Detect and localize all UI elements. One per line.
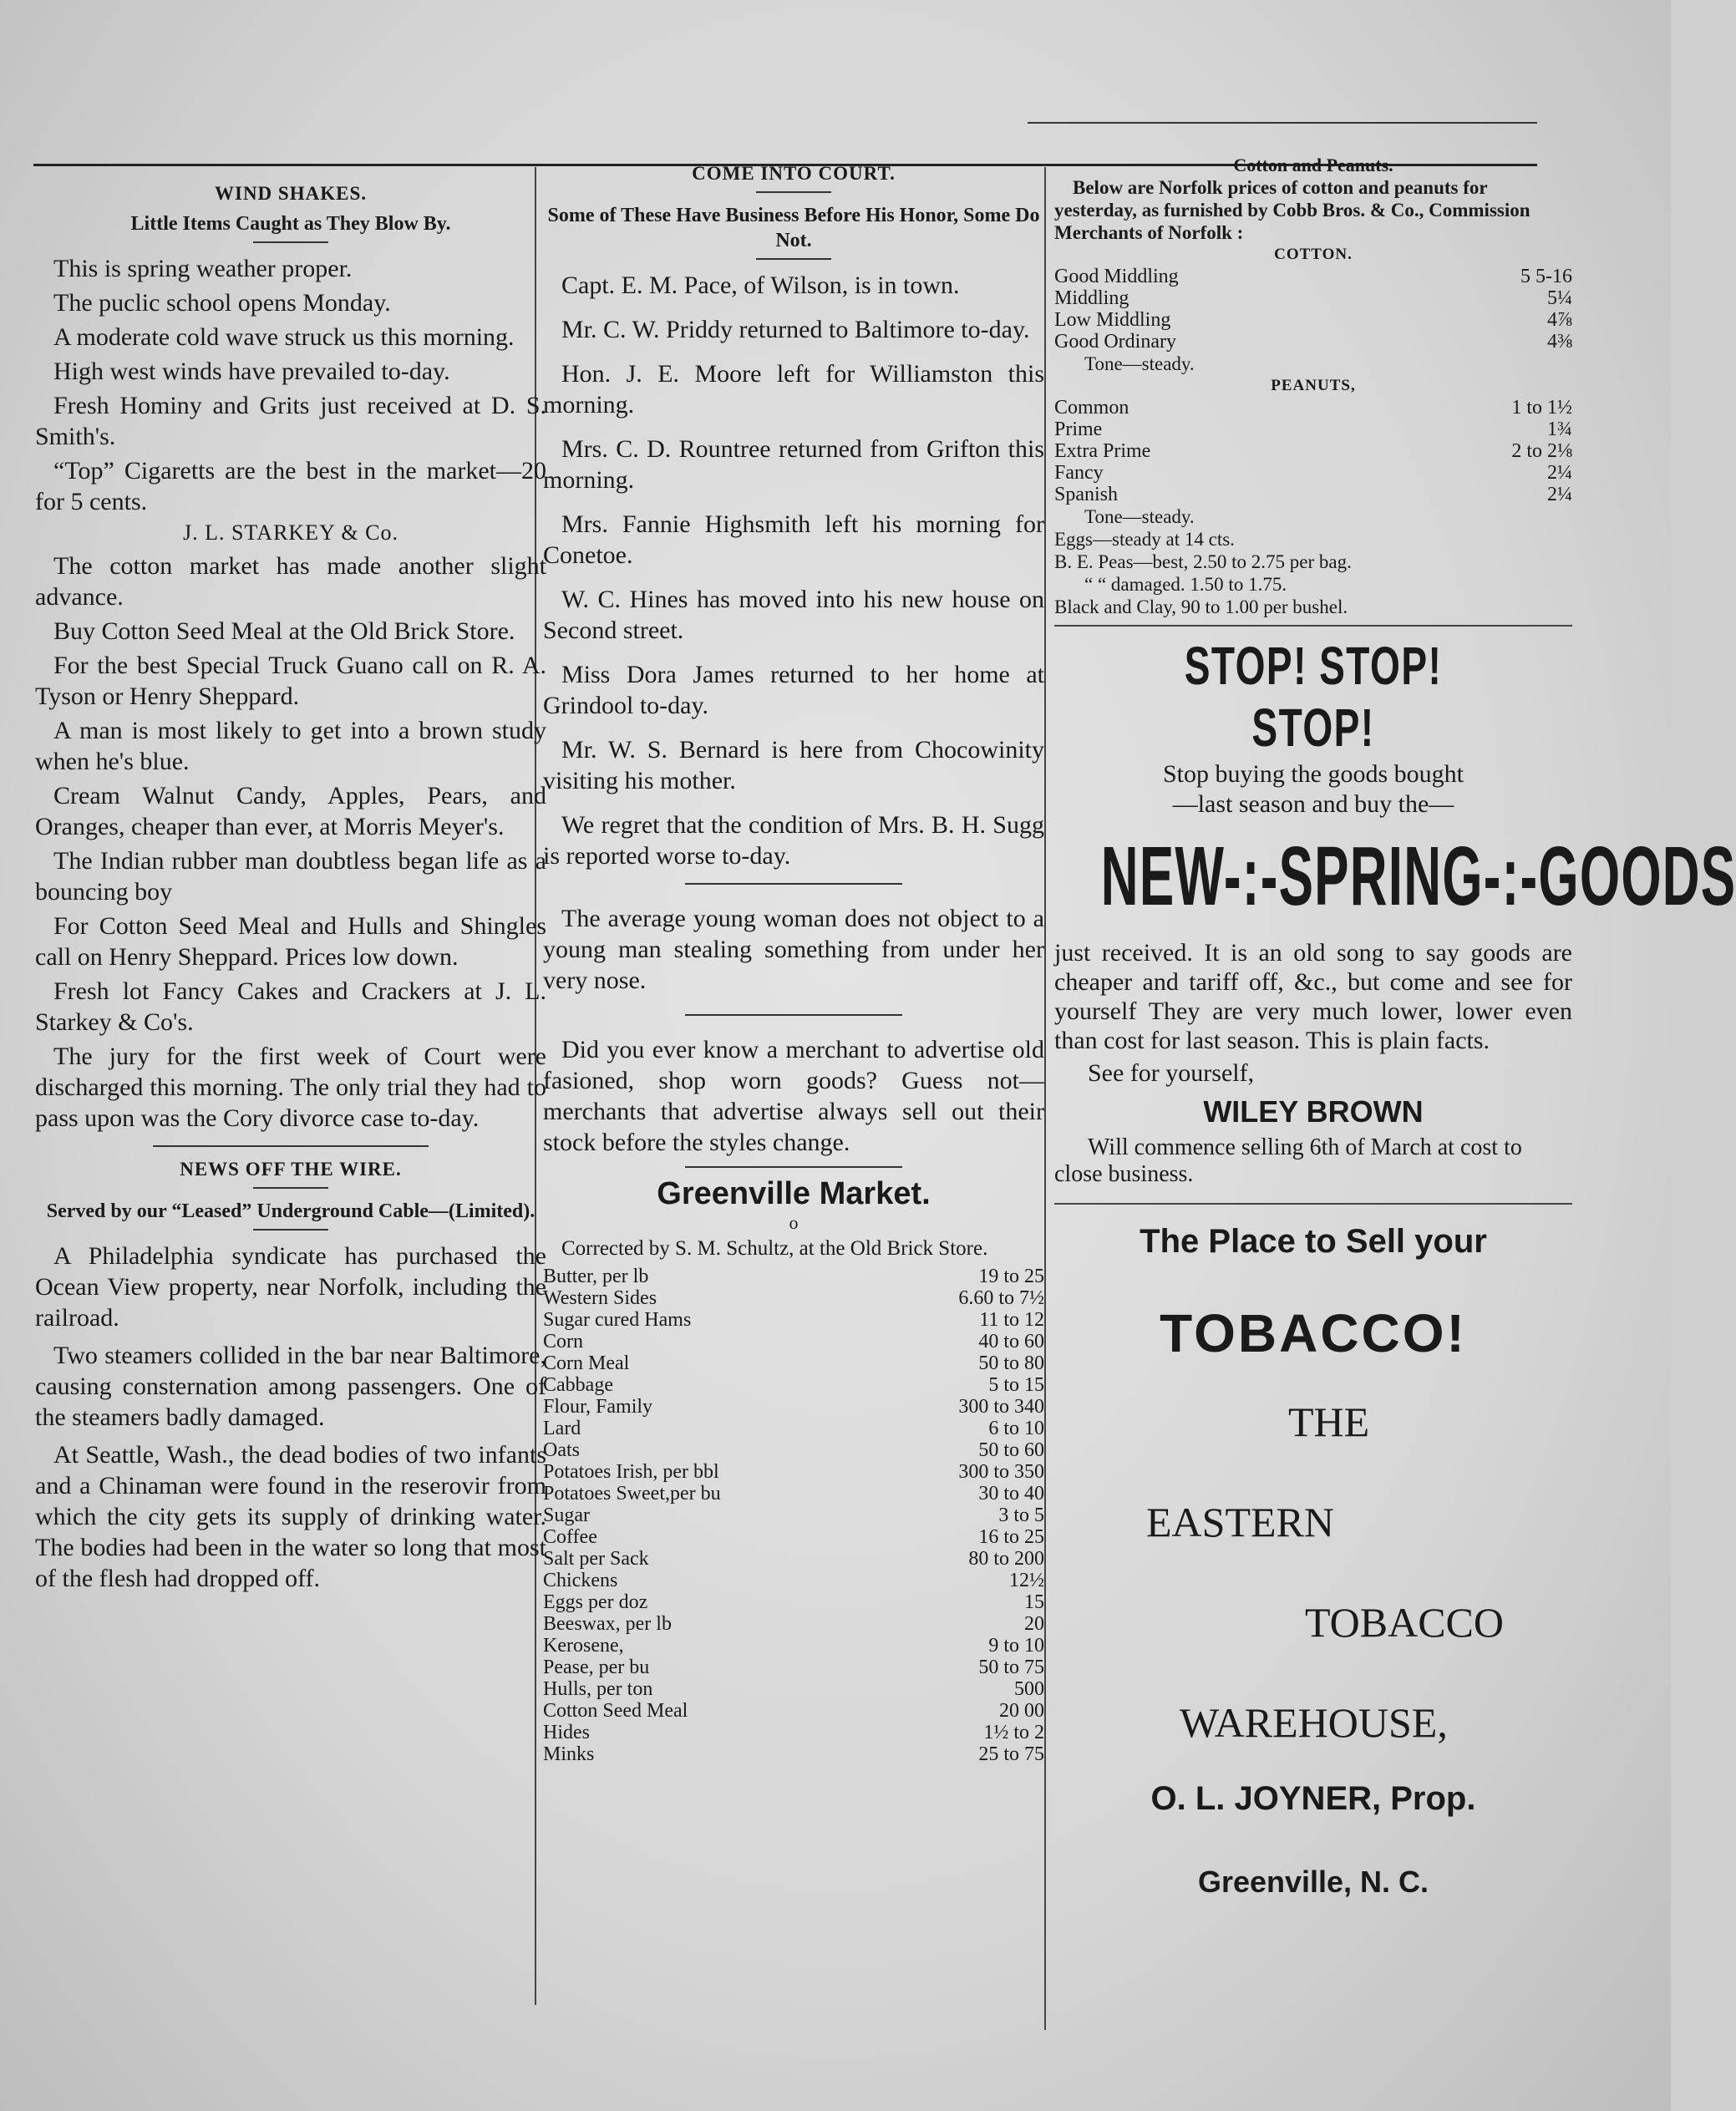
cotton-row (1054, 331, 1572, 353)
peas-best-price: B. E. Peas—best, 2.50 to 2.75 per bag. (1054, 551, 1352, 572)
peanuts-tone: Tone—steady. (1084, 506, 1195, 527)
peanut-row-price: 1¾ (1547, 419, 1572, 440)
market-row (543, 1483, 1044, 1505)
market-row (543, 1309, 1044, 1331)
market-row (543, 1722, 1044, 1743)
section-rule (1054, 625, 1572, 627)
market-row-label: Beeswax, per lb (543, 1613, 672, 1635)
wind-shakes-subheading: Little Items Caught as They Blow By. (130, 213, 451, 235)
market-row (543, 1396, 1044, 1418)
news-item: The jury for the first week of Court were discharged this morning. The only trial they had to pass upon was the Cory divorce case to-day. (35, 1043, 546, 1132)
cotton-row (1054, 309, 1572, 331)
news-item: For Cotton Seed Meal and Hulls and Shingles call on Henry Sheppard. Prices low down. (35, 912, 546, 971)
news-wire-subheading: Served by our “Leased” Underground Cable—(Limited). (46, 1200, 536, 1222)
section-rule (153, 1145, 429, 1147)
news-item: For the best Special Truck Guano call on R. A. Tyson or Henry Sheppard. (35, 652, 546, 710)
market-row-price: 6 to 10 (988, 1418, 1044, 1439)
market-ornament: o (789, 1212, 799, 1233)
market-row-label: Corn Meal (543, 1352, 630, 1374)
stop-line-1: Stop buying the goods bought (1162, 760, 1464, 788)
peanut-row-price: 2¼ (1547, 462, 1572, 484)
market-row (543, 1743, 1044, 1765)
peanut-price-table (1054, 397, 1572, 505)
market-row-price: 300 to 340 (958, 1396, 1044, 1418)
market-title: Greenville Market. (657, 1176, 931, 1211)
wiley-brown-name: WILEY BROWN (1203, 1094, 1424, 1129)
news-item: A man is most likely to get into a brown study when he's blue. (35, 717, 546, 775)
market-row (543, 1439, 1044, 1461)
market-row (543, 1613, 1044, 1635)
new-spring-goods-headline: NEW-:-SPRING-:-GOODS (1100, 830, 1736, 923)
court-item: Mrs. C. D. Rountree returned from Grifton this morning. (543, 435, 1044, 494)
court-item: W. C. Hines has moved into his new house on Second street. (543, 586, 1044, 644)
column-come-into-court (543, 163, 1044, 1765)
top-rule-short (1028, 122, 1537, 124)
court-item: Hon. J. E. Moore left for Williamston this morning. (543, 360, 1044, 419)
cotton-peanuts-intro: Below are Norfolk prices of cotton and peanuts for yesterday, as furnished by Cobb Bros. & Co., Commission Merchants of Norfolk : (1054, 177, 1530, 243)
market-row-label: Potatoes Irish, per bbl (543, 1461, 719, 1483)
peanut-row (1054, 397, 1572, 419)
market-row-price: 5 to 15 (988, 1374, 1044, 1396)
wire-item: A Philadelphia syndicate has purchased the Ocean View property, near Norfolk, including the railroad. (35, 1242, 546, 1332)
news-item: Buy Cotton Seed Meal at the Old Brick Store. (53, 617, 515, 645)
market-row-label: Cabbage (543, 1374, 613, 1396)
market-row-label: Potatoes Sweet,per bu (543, 1483, 721, 1505)
cotton-tone: Tone—steady. (1084, 353, 1195, 374)
market-row (543, 1657, 1044, 1678)
young-woman-paragraph: The average young woman does not object to a young man stealing something from under her very nose. (543, 905, 1044, 994)
market-row-price: 6.60 to 7½ (958, 1287, 1044, 1309)
market-row-label: Sugar (543, 1505, 590, 1526)
market-row-price: 50 to 80 (978, 1352, 1044, 1374)
market-row (543, 1287, 1044, 1309)
section-rule (1054, 1203, 1572, 1205)
court-item: We regret that the condition of Mrs. B. H. Sugg is reported worse to-day. (543, 811, 1044, 870)
market-row-label: Sugar cured Hams (543, 1309, 692, 1331)
market-row-label: Corn (543, 1331, 583, 1352)
short-rule (756, 258, 831, 260)
peanut-row (1054, 419, 1572, 440)
market-row (543, 1591, 1044, 1613)
see-for-yourself: See for yourself, (1088, 1059, 1255, 1087)
market-row-price: 19 to 25 (978, 1266, 1044, 1287)
news-item: “Top” Cigaretts are the best in the market—20 for 5 cents. (35, 457, 546, 515)
peanut-row-price: 1 to 1½ (1511, 397, 1572, 419)
court-item: Capt. E. M. Pace, of Wilson, is in town. (561, 271, 960, 299)
market-row-label: Hulls, per ton (543, 1678, 653, 1700)
starkey-signature: J. L. STARKEY & Co. (183, 520, 398, 545)
eastern-word: EASTERN (1146, 1499, 1334, 1545)
cotton-row (1054, 287, 1572, 309)
warehouse-word: WAREHOUSE, (1180, 1699, 1448, 1746)
market-row-price: 50 to 75 (978, 1657, 1044, 1678)
cotton-row-label: Good Middling (1054, 266, 1179, 287)
column-divider-2 (1044, 167, 1046, 2030)
market-row (543, 1635, 1044, 1657)
market-row (543, 1505, 1044, 1526)
court-item: Miss Dora James returned to her home at Grindool to-day. (543, 661, 1044, 719)
news-item: The Indian rubber man doubtless began life as a bouncing boy (35, 847, 546, 906)
cotton-label: COTTON. (1274, 246, 1353, 263)
peanut-row (1054, 462, 1572, 484)
market-row-price: 1½ to 2 (983, 1722, 1044, 1743)
market-row-label: Salt per Sack (543, 1548, 649, 1570)
cotton-row-price: 4⅜ (1547, 331, 1572, 353)
market-row (543, 1331, 1044, 1352)
court-heading: COME INTO COURT. (692, 163, 896, 184)
column-wind-shakes (35, 171, 546, 1612)
news-item: The puclic school opens Monday. (53, 289, 391, 317)
market-row (543, 1352, 1044, 1374)
court-item: Mrs. Fannie Highsmith left his morning for Conetoe. (543, 510, 1044, 569)
cotton-row-label: Good Ordinary (1054, 331, 1176, 353)
cotton-row-label: Middling (1054, 287, 1129, 309)
market-row-label: Hides (543, 1722, 590, 1743)
cotton-row-label: Low Middling (1054, 309, 1171, 331)
news-item: A moderate cold wave struck us this morning. (53, 323, 515, 351)
market-row-price: 3 to 5 (998, 1505, 1044, 1526)
market-note: Corrected by S. M. Schultz, at the Old Brick Store. (561, 1237, 988, 1260)
market-row-label: Pease, per bu (543, 1657, 650, 1678)
short-rule (756, 191, 831, 193)
section-rule (685, 1014, 902, 1016)
market-row-label: Lard (543, 1418, 581, 1439)
market-row-price: 20 00 (999, 1700, 1044, 1722)
market-row-price: 300 to 350 (958, 1461, 1044, 1483)
the-word: THE (1288, 1398, 1370, 1445)
short-rule (253, 241, 328, 243)
goods-ad-text: just received. It is an old song to say goods are cheaper and tariff off, &c., but come and see for yourself They are very much lower, lower even than cost for last season. This is plain facts. (1054, 939, 1572, 1054)
cotton-row (1054, 266, 1572, 287)
peanut-row (1054, 484, 1572, 505)
market-row-label: Oats (543, 1439, 580, 1461)
market-row-label: Minks (543, 1743, 595, 1765)
black-clay-price: Black and Clay, 90 to 1.00 per bushel. (1054, 596, 1348, 617)
market-row (543, 1700, 1044, 1722)
market-row-label: Eggs per doz (543, 1591, 648, 1613)
cotton-peanuts-heading: Cotton and Peanuts. (1233, 155, 1393, 175)
location-line: Greenville, N. C. (1197, 1865, 1429, 1899)
merchant-paragraph: Did you ever know a merchant to advertise old fasioned, shop worn goods? Guess not—merchants that advertise always sell out their stock before the styles change. (543, 1036, 1044, 1156)
wire-item: At Seattle, Wash., the dead bodies of two infants and a Chinaman were found in the reserovir from which the city gets its supply of drinking water. The bodies had been in the water so long that most of the flesh had dropped off. (35, 1441, 546, 1592)
cotton-row-price: 5¼ (1547, 287, 1572, 309)
market-row-label: Chickens (543, 1570, 618, 1591)
market-row-price: 12½ (1009, 1570, 1044, 1591)
market-row-price: 11 to 12 (979, 1309, 1044, 1331)
market-row-price: 40 to 60 (978, 1331, 1044, 1352)
market-row-price: 9 to 10 (988, 1635, 1044, 1657)
market-row (543, 1374, 1044, 1396)
peanuts-label: PEANUTS, (1271, 377, 1356, 394)
court-item: Mr. W. S. Bernard is here from Chocowinity visiting his mother. (543, 736, 1044, 794)
tobacco-ad-line: The Place to Sell your (1140, 1223, 1487, 1260)
news-item: High west winds have prevailed to-day. (53, 358, 450, 385)
tobacco-headline: TOBACCO! (1160, 1303, 1467, 1363)
closing-business-notice: Will commence selling 6th of March at cost to close business. (1054, 1134, 1522, 1187)
wire-item: Two steamers collided in the bar near Baltimore, causing consternation among passengers. One of the steamers badly damaged. (35, 1342, 546, 1431)
news-item: The cotton market has made another slight advance. (35, 552, 546, 611)
news-item: Fresh Hominy and Grits just received at D. S. Smith's. (35, 392, 546, 450)
market-row (543, 1678, 1044, 1700)
tobacco-word: TOBACCO (1305, 1599, 1505, 1646)
peanut-row-label: Fancy (1054, 462, 1104, 484)
market-row-price: 80 to 200 (968, 1548, 1044, 1570)
short-rule (253, 1187, 328, 1189)
stop-line-2: —last season and buy the— (1172, 790, 1454, 818)
market-row-price: 30 to 40 (978, 1483, 1044, 1505)
eggs-price: Eggs—steady at 14 cts. (1054, 529, 1235, 550)
cotton-row-price: 5 5-16 (1520, 266, 1572, 287)
news-wire-heading: NEWS OFF THE WIRE. (180, 1159, 402, 1180)
market-row-price: 500 (1014, 1678, 1044, 1700)
column-ads (1054, 155, 1736, 1900)
market-row-label: Western Sides (543, 1287, 657, 1309)
market-row (543, 1548, 1044, 1570)
market-row-label: Flour, Family (543, 1396, 653, 1418)
market-row-price: 16 to 25 (978, 1526, 1044, 1548)
market-row (543, 1266, 1044, 1287)
cotton-row-price: 4⅞ (1547, 309, 1572, 331)
market-row (543, 1570, 1044, 1591)
court-subheading: Some of These Have Business Before His Honor, Some Do Not. (547, 205, 1040, 251)
market-row-price: 25 to 75 (978, 1743, 1044, 1765)
market-price-table (543, 1266, 1044, 1765)
court-item: Mr. C. W. Priddy returned to Baltimore to-day. (561, 316, 1030, 343)
peanut-row-label: Spanish (1054, 484, 1119, 505)
news-item: Cream Walnut Candy, Apples, Pears, and Oranges, cheaper than ever, at Morris Meyer's. (35, 782, 546, 840)
market-row-label: Coffee (543, 1526, 597, 1548)
peanut-row-price: 2¼ (1547, 484, 1572, 505)
market-row-price: 20 (1024, 1613, 1044, 1635)
market-row-label: Kerosene, (543, 1635, 624, 1657)
news-item: This is spring weather proper. (53, 255, 353, 282)
peanut-row (1054, 440, 1572, 462)
section-rule (685, 1166, 902, 1168)
market-row-price: 50 to 60 (978, 1439, 1044, 1461)
peanut-row-label: Extra Prime (1054, 440, 1151, 462)
market-row (543, 1461, 1044, 1483)
proprietor-line: O. L. JOYNER, Prop. (1150, 1780, 1476, 1817)
market-row-label: Butter, per lb (543, 1266, 649, 1287)
peanut-row-label: Prime (1054, 419, 1103, 440)
peas-damaged-price: “ “ damaged. 1.50 to 1.75. (1084, 574, 1287, 595)
peanut-row-price: 2 to 2⅛ (1511, 440, 1572, 462)
section-rule (685, 883, 902, 885)
market-row-price: 15 (1024, 1591, 1044, 1613)
wind-shakes-heading: WIND SHAKES. (215, 183, 367, 204)
market-row (543, 1526, 1044, 1548)
market-row (543, 1418, 1044, 1439)
short-rule (253, 1229, 328, 1231)
peanut-row-label: Common (1054, 397, 1129, 419)
market-row-label: Cotton Seed Meal (543, 1700, 688, 1722)
news-item: Fresh lot Fancy Cakes and Crackers at J. L. Starkey & Co's. (35, 977, 546, 1036)
cotton-price-table (1054, 266, 1572, 353)
stop-headline: STOP! STOP! STOP! (1184, 636, 1443, 758)
